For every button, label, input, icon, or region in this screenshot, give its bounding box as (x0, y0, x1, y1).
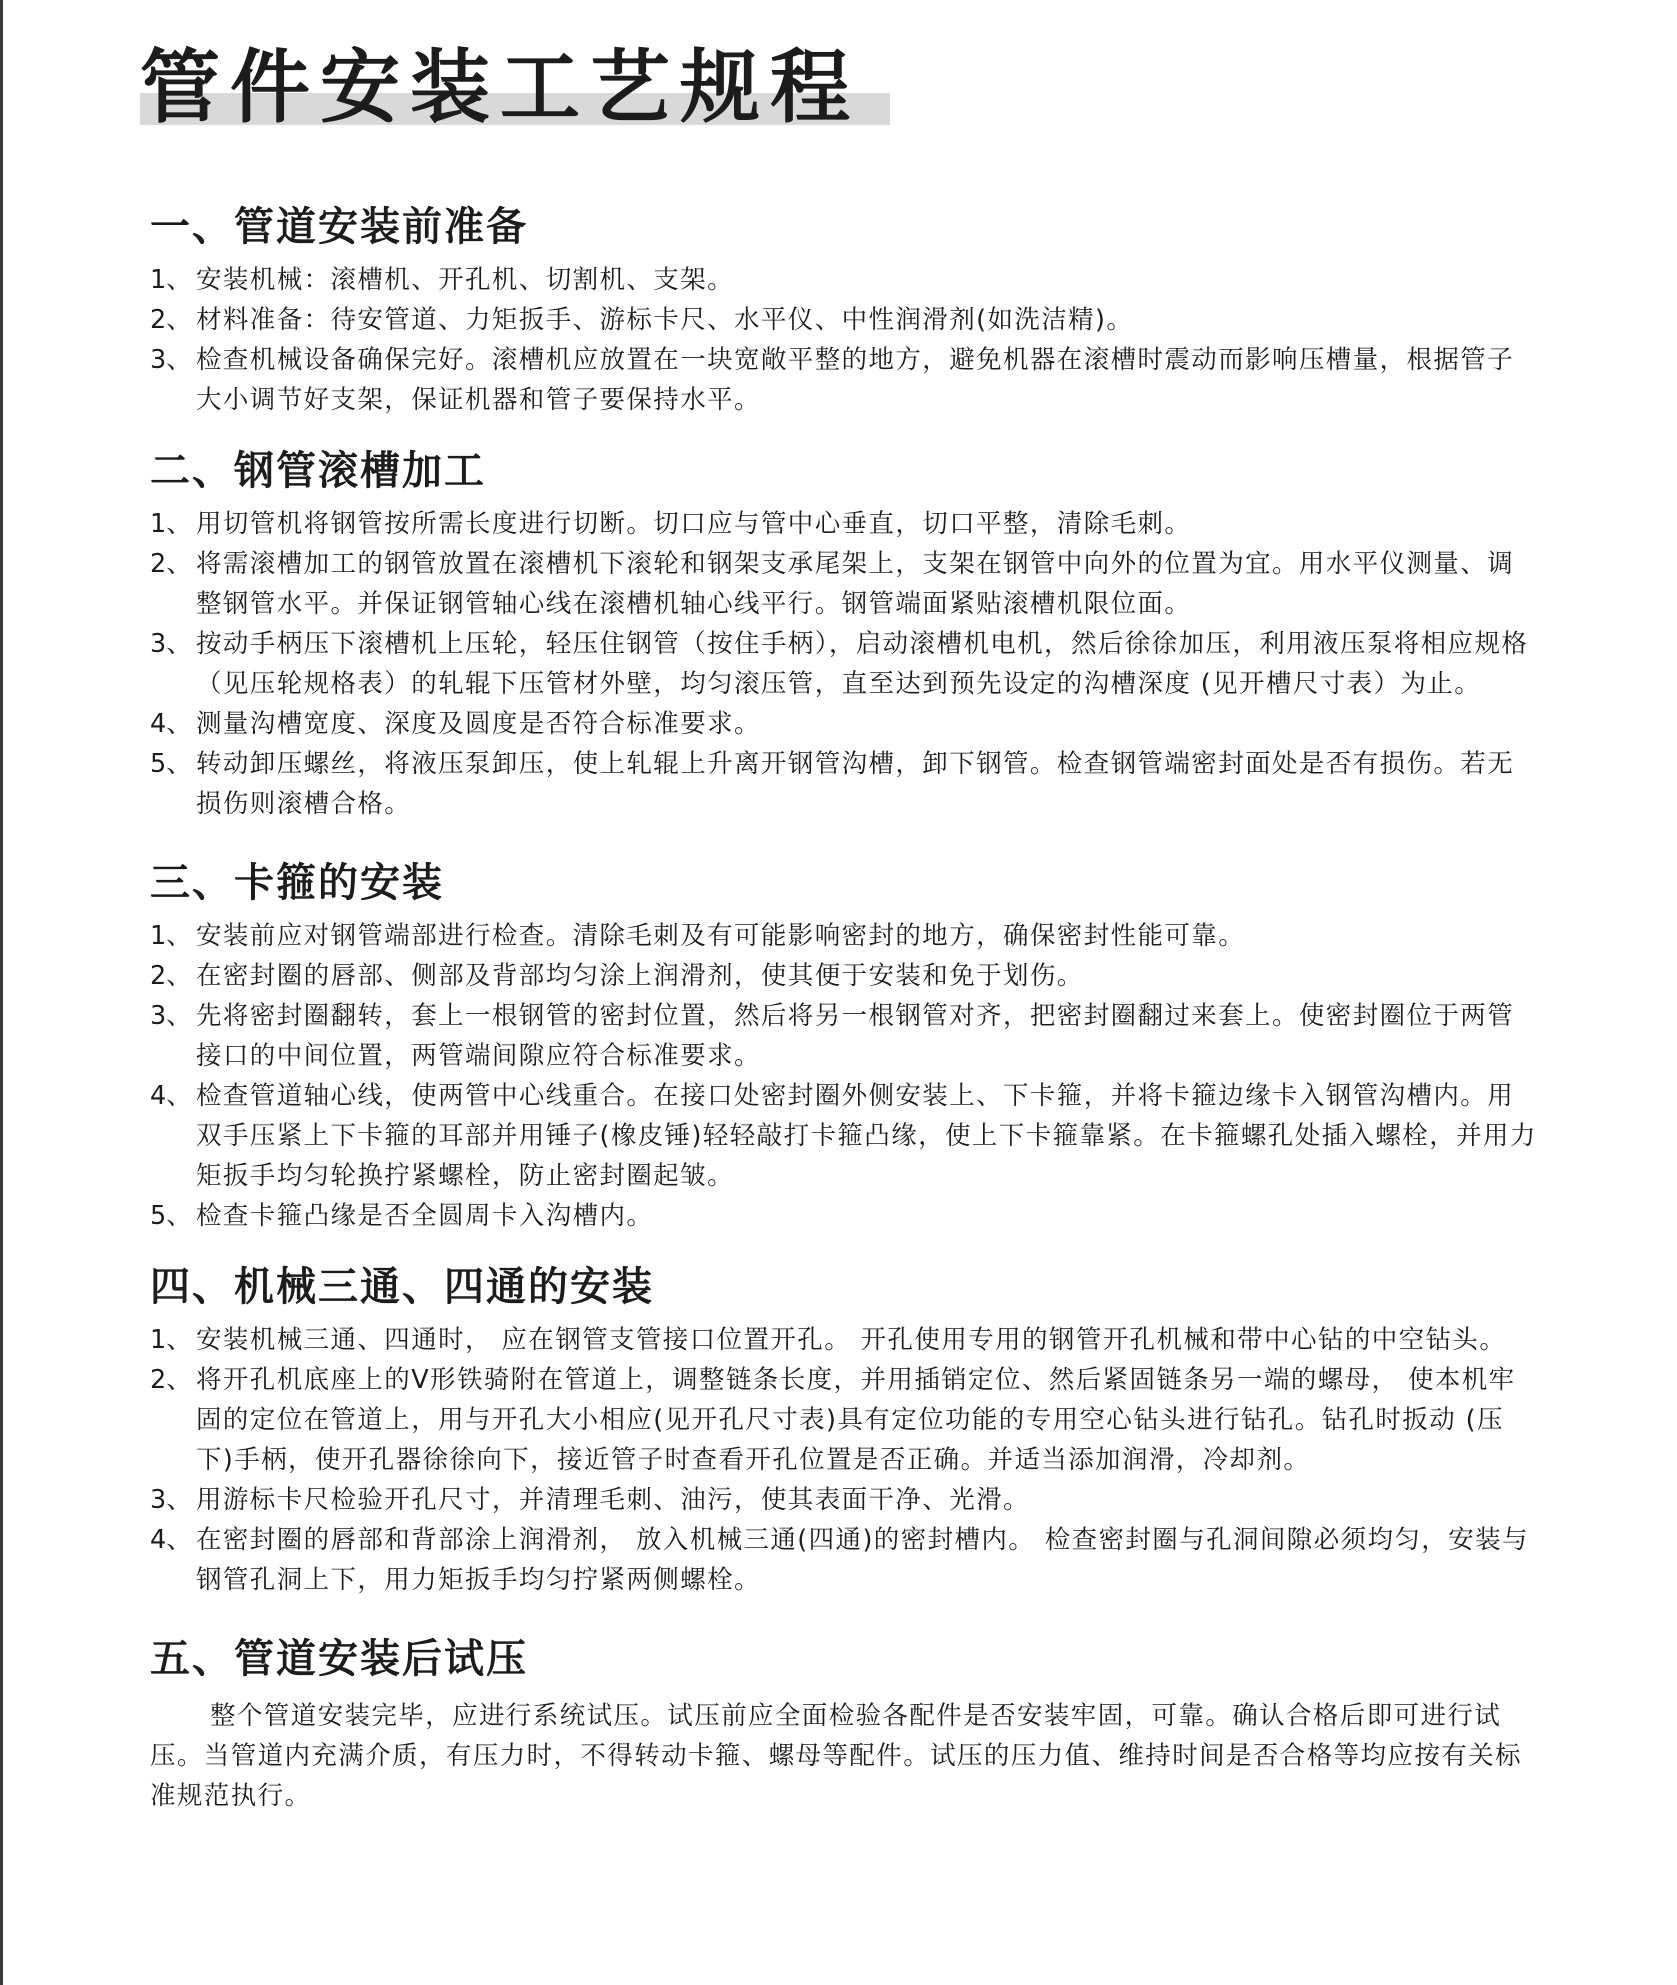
list-item (150, 504, 1540, 544)
step-list (150, 504, 1540, 824)
step-text: 按动手柄压下滚槽机上压轮，轻压住钢管（按住手柄），启动滚槽机电机，然后徐徐加压，利用液压泵将相应规格（见压轮规格表）的轧辊下压管材外壁，均匀滚压管，直至达到预先设定的沟槽深度 (见开槽尺寸表）为止。 (196, 629, 1529, 699)
section-heading: 四、机械三通、四通的安装 (150, 1264, 654, 1310)
step-text: 先将密封圈翻转，套上一根钢管的密封位置，然后将另一根钢管对齐，把密封圈翻过来套上。使密封圈位于两管接口的中间位置，两管端间隙应符合标准要求。 (196, 1001, 1515, 1071)
list-item (150, 704, 1540, 744)
step-number: 1、 (150, 509, 192, 539)
step-text: 用切管机将钢管按所需长度进行切断。切口应与管中心垂直，切口平整，清除毛刺。 (196, 509, 1192, 539)
step-text: 检查卡箍凸缘是否全圆周卡入沟槽内。 (196, 1201, 654, 1231)
list-item (150, 300, 1540, 340)
list-item (150, 544, 1540, 624)
page-left-border (0, 0, 3, 1985)
step-list (150, 1320, 1540, 1600)
step-text: 安装机械三通、四通时， 应在钢管支管接口位置开孔。 开孔使用专用的钢管开孔机械和带中心钻的中空钻头。 (196, 1325, 1507, 1355)
section-paragraph: 整个管道安装完毕，应进行系统试压。试压前应全面检验各配件是否安装牢固，可靠。确认合格后即可进行试压。当管道内充满介质，有压力时，不得转动卡箍、螺母等配件。试压的压力值、维持时间是否合格等均应按有关标准规范执行。 (150, 1701, 1522, 1811)
list-item (150, 1196, 1540, 1236)
step-number: 5、 (150, 749, 192, 779)
step-text: 安装前应对钢管端部进行检查。清除毛刺及有可能影响密封的地方，确保密封性能可靠。 (196, 921, 1246, 951)
section-heading: 五、管道安装后试压 (150, 1636, 528, 1682)
step-number: 4、 (150, 709, 192, 739)
step-text: 测量沟槽宽度、深度及圆度是否符合标准要求。 (196, 709, 761, 739)
step-number: 2、 (150, 305, 192, 335)
section-preparation (150, 200, 1540, 420)
step-number: 1、 (150, 921, 192, 951)
title-block (140, 38, 890, 134)
step-number: 1、 (150, 265, 192, 295)
section-pressure-test (150, 1632, 1540, 1816)
list-item (150, 260, 1540, 300)
step-list (150, 260, 1540, 420)
step-text: 在密封圈的唇部和背部涂上润滑剂， 放入机械三通(四通)的密封槽内。 检查密封圈与孔洞间隙必须均匀，安装与钢管孔洞上下，用力矩扳手均匀拧紧两侧螺栓。 (196, 1525, 1529, 1595)
section-heading: 三、卡箍的安装 (150, 860, 444, 906)
step-number: 4、 (150, 1525, 192, 1555)
step-number: 3、 (150, 1485, 192, 1515)
list-item (150, 1520, 1540, 1600)
step-text: 将需滚槽加工的钢管放置在滚槽机下滚轮和钢架支承尾架上，支架在钢管中向外的位置为宜。用水平仪测量、调整钢管水平。并保证钢管轴心线在滚槽机轴心线平行。钢管端面紧贴滚槽机限位面。 (196, 549, 1515, 619)
list-item (150, 1360, 1540, 1480)
step-number: 2、 (150, 549, 192, 579)
section-heading: 二、钢管滚槽加工 (150, 448, 486, 494)
step-number: 1、 (150, 1325, 192, 1355)
step-number: 5、 (150, 1201, 192, 1231)
step-text: 检查机械设备确保完好。滚槽机应放置在一块宽敞平整的地方，避免机器在滚槽时震动而影响压槽量，根据管子大小调节好支架，保证机器和管子要保持水平。 (196, 345, 1515, 415)
list-item (150, 1076, 1540, 1196)
step-text: 在密封圈的唇部、侧部及背部均匀涂上润滑剂，使其便于安装和免于划伤。 (196, 961, 1084, 991)
step-text: 用游标卡尺检验开孔尺寸，并清理毛刺、油污，使其表面干净、光滑。 (196, 1485, 1030, 1515)
list-item (150, 340, 1540, 420)
step-number: 3、 (150, 345, 192, 375)
step-number: 3、 (150, 629, 192, 659)
list-item (150, 624, 1540, 704)
document-body (150, 200, 1540, 1816)
list-item (150, 916, 1540, 956)
section-tee-cross-installation (150, 1260, 1540, 1600)
list-item (150, 996, 1540, 1076)
step-text: 转动卸压螺丝，将液压泵卸压，使上轧辊上升离开钢管沟槽，卸下钢管。检查钢管端密封面处是否有损伤。若无损伤则滚槽合格。 (196, 749, 1515, 819)
step-list (150, 916, 1540, 1236)
step-text: 将开孔机底座上的V形铁骑附在管道上，调整链条长度，并用插销定位、然后紧固链条另一端的螺母， 使本机牢固的定位在管道上，用与开孔大小相应(见开孔尺寸表)具有定位功能的专用空心钻头进行钻孔。钻孔时扳动 (压下)手柄，使开孔器徐徐向下，接近管子时查看开孔位置是否正确。并适当添加润滑，冷却剂。 (196, 1365, 1516, 1475)
list-item (150, 956, 1540, 996)
section-heading: 一、管道安装前准备 (150, 204, 528, 250)
step-number: 4、 (150, 1081, 192, 1111)
page-title: 管件安装工艺规程 (140, 41, 860, 134)
step-number: 2、 (150, 1365, 192, 1395)
step-text: 安装机械：滚槽机、开孔机、切割机、支架。 (196, 265, 735, 295)
list-item (150, 1480, 1540, 1520)
step-text: 检查管道轴心线，使两管中心线重合。在接口处密封圈外侧安装上、下卡箍，并将卡箍边缘卡入钢管沟槽内。用双手压紧上下卡箍的耳部并用锤子(橡皮锤)轻轻敲打卡箍凸缘，使上下卡箍靠紧。在卡箍螺孔处插入螺栓，并用力矩扳手均匀轮换拧紧螺栓，防止密封圈起皱。 (196, 1081, 1537, 1191)
section-grooving (150, 444, 1540, 824)
section-clamp-installation (150, 856, 1540, 1236)
list-item (150, 744, 1540, 824)
list-item (150, 1320, 1540, 1360)
step-text: 材料准备：待安管道、力矩扳手、游标卡尺、水平仪、中性润滑剂(如洗洁精)。 (196, 305, 1134, 335)
step-number: 3、 (150, 1001, 192, 1031)
step-number: 2、 (150, 961, 192, 991)
